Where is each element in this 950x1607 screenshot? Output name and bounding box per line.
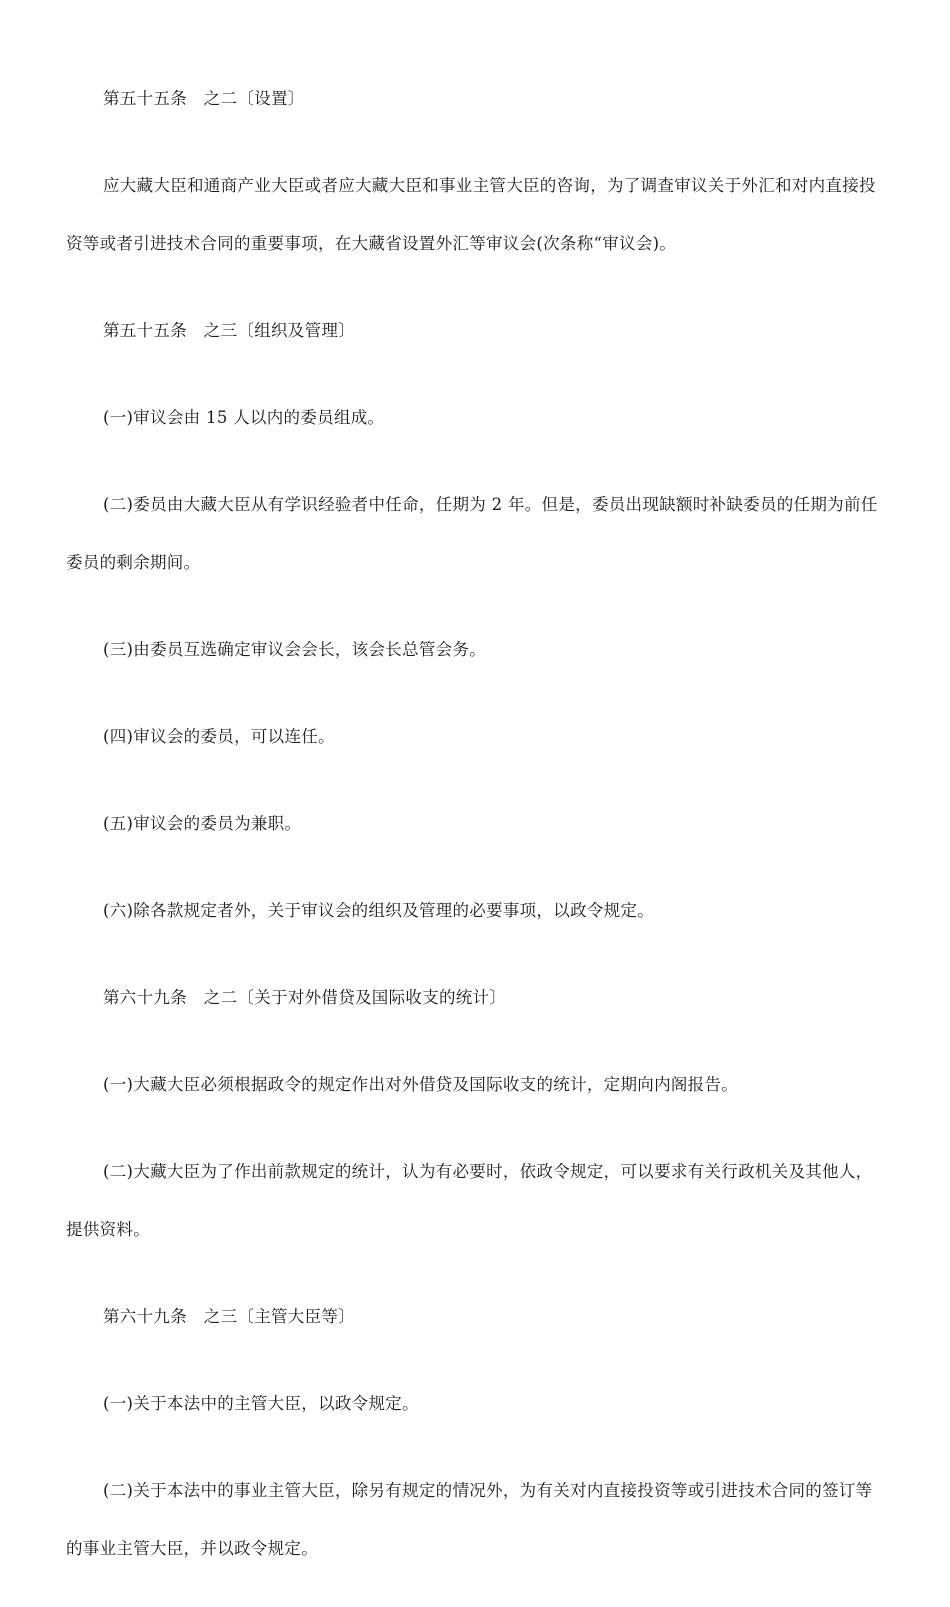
document-body xyxy=(66,70,886,1607)
article-69-3-clause-1: (一)关于本法中的主管大臣，以政令规定。 xyxy=(103,1394,419,1413)
article-55-3-clause-4: (四)审议会的委员，可以连任。 xyxy=(103,727,335,746)
article-55-3-clause-3: (三)由委员互选确定审议会会长，该会长总管会务。 xyxy=(103,640,487,659)
article-heading-69-3: 第六十九条 之三〔主管大臣等〕 xyxy=(103,1307,355,1326)
article-heading-55-2: 第五十五条 之二〔设置〕 xyxy=(103,89,305,108)
article-69-2-clause-2: (二)大藏大臣为了作出前款规定的统计，认为有必要时，依政令规定，可以要求有关行政机关及其他人，提供资料。 xyxy=(66,1162,873,1239)
article-55-3-clause-2: (二)委员由大藏大臣从有学识经验者中任命，任期为 2 年。但是，委员出现缺额时补缺委员的任期为前任委员的剩余期间。 xyxy=(66,495,878,572)
article-55-3-clause-1: (一)审议会由 15 人以内的委员组成。 xyxy=(103,408,385,427)
article-55-3-clause-6: (六)除各款规定者外，关于审议会的组织及管理的必要事项，以政令规定。 xyxy=(103,901,655,920)
article-55-2-body: 应大藏大臣和通商产业大臣或者应大藏大臣和事业主管大臣的咨询，为了调查审议关于外汇和对内直接投资等或者引进技术合同的重要事项，在大藏省设置外汇等审议会(次条称“审议会)。 xyxy=(66,176,876,253)
article-heading-69-2: 第六十九条 之二〔关于对外借贷及国际收支的统计〕 xyxy=(103,988,507,1007)
article-heading-55-3: 第五十五条 之三〔组织及管理〕 xyxy=(103,321,355,340)
article-69-3-clause-2: (二)关于本法中的事业主管大臣，除另有规定的情况外，为有关对内直接投资等或引进技术合同的签订等的事业主管大臣，并以政令规定。 xyxy=(66,1481,873,1558)
article-55-3-clause-5: (五)审议会的委员为兼职。 xyxy=(103,814,302,833)
article-69-2-clause-1: (一)大藏大臣必须根据政令的规定作出对外借贷及国际收支的统计，定期向内阁报告。 xyxy=(103,1075,739,1094)
